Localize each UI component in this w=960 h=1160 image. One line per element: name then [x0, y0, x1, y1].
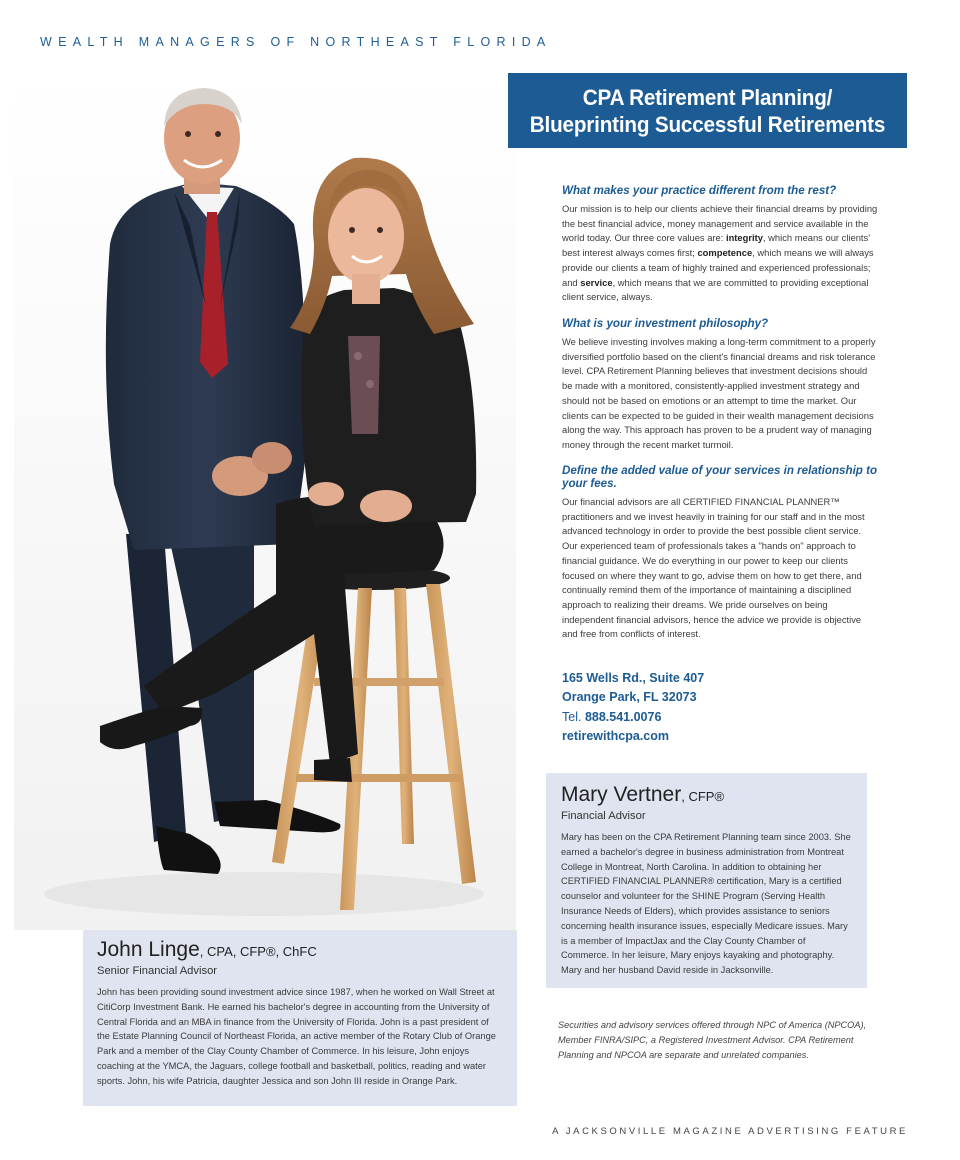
question-heading: What makes your practice different from the rest?	[562, 184, 837, 197]
advisor-role: Financial Advisor	[561, 810, 646, 822]
advisor-credentials: , CFP®	[681, 789, 725, 804]
tel-label: Tel.	[562, 709, 585, 724]
bio-card-john	[83, 930, 517, 1106]
advisor-bio: John has been providing sound investment advice since 1987, when he worked on Wall Street at CitiCorp Investment Bank. He earned his bachelor's degree in accounting from the University of Central Florida and an MBA in finance from the University of Florida. John is a past president of the Estate Planning Council of Northeast Florida, an active member of the Rotary Club of Orange Park and a member of the Clay County Chamber of Commerce. In his leisure, John enjoys coaching at the YMCA, the Jaguars, college football and basketball, politics, reading and water sports. John, his wife Patricia, daughter Jessica and son John III reside in Orange Park.	[97, 987, 496, 1086]
advisors-portrait-photo	[14, 74, 516, 930]
advisor-bio: Mary has been on the CPA Retirement Planning team since 2003. She earned a bachelor's degree in business administration from Montreat College in Montreat, North Carolina. In addition to obtaining her CERTIFIED FINANCIAL PLANNER® certification, Mary is a certified counselor and volunteer for the SHINE Program (Serving Health Insurance Needs of Elders), which provides assistance to seniors concerning health insurance issues, especially Medicare issues. Mary is a member of ImpactJax and the Clay County Chamber of Commerce. In her leisure, Mary enjoys kayaking and photography. Mary and her husband David reside in Jacksonville.	[561, 832, 851, 976]
qa-section-difference	[562, 184, 878, 305]
phone-number[interactable]: 888.541.0076	[584, 709, 662, 724]
advisor-name: Mary Vertner, CFP®	[561, 783, 725, 806]
advisor-name: John Linge, CPA, CFP®, ChFC	[97, 938, 317, 961]
title-line-2: Blueprinting Successful Retirements	[529, 112, 886, 137]
website-link[interactable]: retirewithcpa.com	[562, 728, 669, 743]
article-title-banner	[508, 73, 907, 148]
phone-line	[562, 708, 704, 727]
advisor-credentials: , CPA, CFP®, ChFC	[199, 944, 317, 959]
core-value-integrity: integrity	[725, 232, 763, 244]
bio-card-mary	[546, 773, 867, 988]
address-line-1: 165 Wells Rd., Suite 407	[562, 671, 705, 685]
question-heading: What is your investment philosophy?	[562, 317, 769, 330]
answer-text: Our financial advisors are all CERTIFIED FINANCIAL PLANNER™ practitioners and we invest heavily in training for our staff and in the most advanced technology in order to provide the best possible client service. Our experienced team of professionals takes a "hands on" approach to financial guidance. We do everything in our power to keep our clients focused on where they want to go, advise them on how to get there, and continually remind them of the importance of maintaining a disciplined approach to realizing their dreams. We pride ourselves on being independent financial advisors, hence the advice we provide is objective and free from conflicts of interest.	[562, 496, 865, 640]
qa-section-value	[562, 464, 878, 642]
legal-disclaimer: Securities and advisory services offered through NPC of America (NPCOA), Member FINRA/SIPC, a Registered Investment Advisor. CPA Retirement Planning and NPCOA are separate and unrelated companies.	[558, 1020, 867, 1060]
title-line-1: CPA Retirement Planning/	[582, 85, 833, 110]
answer-text: We believe investing involves making a long-term commitment to a properly diversified portfolio based on the client's financial dreams and risk tolerance level. CPA Retirement Planning believes that investment decisions should be made with a monitored, consistently-applied investment strategy and should not be based on emotions or an attempt to time the market. Our clients can be expected to be guided in their wealth management decisions along the way. This approach has proven to be a prudent way of managing money through the recent market turmoil.	[562, 336, 876, 450]
magazine-section-header: WEALTH MANAGERS OF NORTHEAST FLORIDA	[40, 35, 552, 49]
advisor-role: Senior Financial Advisor	[97, 965, 218, 977]
core-value-service: service	[580, 276, 613, 288]
question-heading: Define the added value of your services in relationship to your fees.	[562, 464, 878, 490]
advertising-feature-footer: A JACKSONVILLE MAGAZINE ADVERTISING FEATURE	[552, 1126, 908, 1137]
address-line-2: Orange Park, FL 32073	[562, 690, 697, 705]
contact-block	[562, 669, 704, 746]
qa-section-philosophy	[562, 317, 878, 453]
core-value-competence: competence	[697, 247, 753, 259]
answer-text: Our mission is to help our clients achieve their financial dreams by providing the best financial advice, money management and service available in the world today. Our three core values are: integrity, which means our clients' best interest always comes first; competence, which means we will always provide our clients a team of highly trained and experienced professionals; and service, which means that we are committed to providing exceptional client service, always.	[562, 203, 878, 303]
